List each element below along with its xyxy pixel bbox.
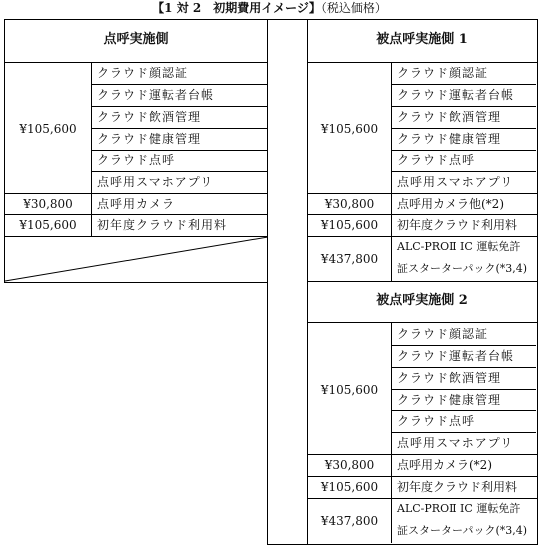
caption-note: （税込価格） xyxy=(320,1,387,15)
right2-fee-label: 初年度クラウド利用料 xyxy=(397,480,518,494)
left-item-alcohol: クラウド飲酒管理 xyxy=(97,110,202,124)
right1-camera-price: ¥30,800 xyxy=(324,197,375,211)
right1-fee-price: ¥105,600 xyxy=(320,218,379,232)
right2-item-roll-call: クラウド点呼 xyxy=(397,414,476,428)
right1-fee-label: 初年度クラウド利用料 xyxy=(397,218,518,232)
right2-fee-price: ¥105,600 xyxy=(320,480,379,494)
right2-item-health: クラウド健康管理 xyxy=(397,393,502,407)
right2-pack-line1: ALC-PROⅡ IC 運転免許 xyxy=(397,502,521,515)
right1-item-face-auth: クラウド顔認証 xyxy=(397,66,489,80)
right1-pack-line2: 証スターターパック(*3,4) xyxy=(397,262,528,275)
right1-pack-line1: ALC-PROⅡ IC 運転免許 xyxy=(397,240,521,253)
right1-item-smartphone-app: 点呼用スマホアプリ xyxy=(397,175,514,189)
left-item-health: クラウド健康管理 xyxy=(97,132,202,146)
left-item-driver-ledger: クラウド運転者台帳 xyxy=(97,88,215,102)
spacer-column xyxy=(267,19,309,545)
left-camera-price: ¥30,800 xyxy=(23,197,73,211)
left-camera-label: 点呼用カメラ xyxy=(97,197,176,211)
right2-header: 被点呼実施側 2 xyxy=(376,293,468,308)
right1-header: 被点呼実施側 1 xyxy=(376,32,468,47)
left-header: 点呼実施側 xyxy=(103,32,169,47)
right2-camera-price: ¥30,800 xyxy=(324,458,375,472)
right1-item-health: クラウド健康管理 xyxy=(397,132,502,146)
left-group-price: ¥105,600 xyxy=(19,122,77,136)
left-fee-label: 初年度クラウド利用料 xyxy=(97,218,228,232)
left-item-smartphone-app: 点呼用スマホアプリ xyxy=(97,175,214,189)
right1-item-driver-ledger: クラウド運転者台帳 xyxy=(397,88,515,102)
right2-pack-price: ¥437,800 xyxy=(320,514,379,528)
right2-item-alcohol: クラウド飲酒管理 xyxy=(397,371,502,385)
left-fee-price: ¥105,600 xyxy=(19,218,77,232)
right2-item-driver-ledger: クラウド運転者台帳 xyxy=(397,349,515,363)
right2-item-face-auth: クラウド顔認証 xyxy=(397,327,489,341)
right2-group-price: ¥105,600 xyxy=(320,383,379,397)
left-item-roll-call: クラウド点呼 xyxy=(97,153,176,167)
right2-camera-label: 点呼用カメラ(*2) xyxy=(397,458,492,472)
right2-item-smartphone-app: 点呼用スマホアプリ xyxy=(397,436,514,450)
right1-item-alcohol: クラウド飲酒管理 xyxy=(397,110,502,124)
table-caption xyxy=(0,0,539,18)
caption-title: 【1 対 2 初期費用イメージ】 xyxy=(152,1,321,15)
right1-group-price: ¥105,600 xyxy=(320,122,379,136)
right2-pack-line2: 証スターターパック(*3,4) xyxy=(397,524,528,537)
right1-item-roll-call: クラウド点呼 xyxy=(397,153,476,167)
empty-cell-diagonal xyxy=(5,237,268,282)
right1-camera-label: 点呼用カメラ他(*2) xyxy=(397,197,504,211)
right1-pack-price: ¥437,800 xyxy=(320,252,379,266)
left-item-face-auth: クラウド顔認証 xyxy=(97,66,189,80)
